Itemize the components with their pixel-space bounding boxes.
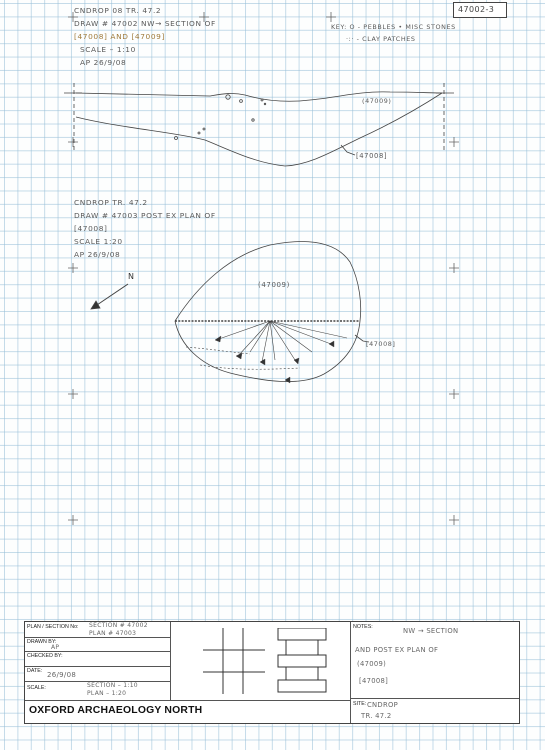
title-block xyxy=(24,621,520,724)
sheet-id-text: 47002-3 xyxy=(458,5,495,14)
site-value: CNDROP xyxy=(367,701,399,709)
scale-value: SECTION – 1:10 xyxy=(87,682,138,689)
notes-line-2: AND POST EX PLAN OF xyxy=(355,646,439,654)
key-line-1: KEY: O - PEBBLES • MISC STONES xyxy=(331,23,456,31)
section-cut-label: [47008] xyxy=(356,152,388,160)
section-note-3: [47008] AND [47009] xyxy=(74,32,165,41)
section-fill-label: (47009) xyxy=(362,97,392,105)
plan-note-4: SCALE 1:20 xyxy=(74,237,123,246)
plan-fill-label: (47009) xyxy=(258,281,290,289)
plan-cut-label: [47008] xyxy=(366,340,396,348)
oa-logo xyxy=(195,628,335,694)
notes-line-4: [47008] xyxy=(359,677,389,685)
registration-crosses xyxy=(68,12,459,525)
plan-note-3: [47008] xyxy=(74,224,108,233)
plan-section-value: SECTION # 47002 xyxy=(89,622,148,629)
plan-drawing xyxy=(91,241,369,383)
notes-line-3: (47009) xyxy=(357,660,387,668)
company-name: OXFORD ARCHAEOLOGY NORTH xyxy=(29,705,203,716)
scale-label: SCALE: xyxy=(27,685,46,691)
plan-section-label: PLAN / SECTION No: xyxy=(27,624,79,630)
plan-note-1: CNDROP TR. 47.2 xyxy=(74,198,148,207)
date-label: DATE: xyxy=(27,668,43,674)
site-value-2: TR. 47.2 xyxy=(361,712,392,720)
section-drawing xyxy=(64,83,454,166)
notes-line-1: NW → SECTION xyxy=(403,627,459,635)
notes-label: NOTES: xyxy=(353,624,373,630)
section-note-1: CNDROP 08 TR. 47.2 xyxy=(74,6,162,15)
scale-value-2: PLAN – 1:20 xyxy=(87,690,127,697)
plan-note-2: DRAW # 47003 POST EX PLAN OF xyxy=(74,211,216,220)
plan-note-5: AP 26/9/08 xyxy=(74,250,121,259)
drawn-by-value: AP xyxy=(51,644,60,651)
site-label: SITE: xyxy=(353,701,367,707)
checked-by-label: CHECKED BY: xyxy=(27,653,63,659)
section-note-5: AP 26/9/08 xyxy=(80,58,127,67)
section-note-4: SCALE – 1:10 xyxy=(80,45,136,54)
section-note-2: DRAW # 47002 NW→ SECTION OF xyxy=(74,19,216,28)
north-label: N xyxy=(128,272,135,281)
key-line-2: ·:· - CLAY PATCHES xyxy=(346,35,416,43)
date-value: 26/9/08 xyxy=(47,671,77,679)
plan-section-value-2: PLAN # 47003 xyxy=(89,630,137,637)
drawn-by-label: DRAWN BY: xyxy=(27,639,57,645)
